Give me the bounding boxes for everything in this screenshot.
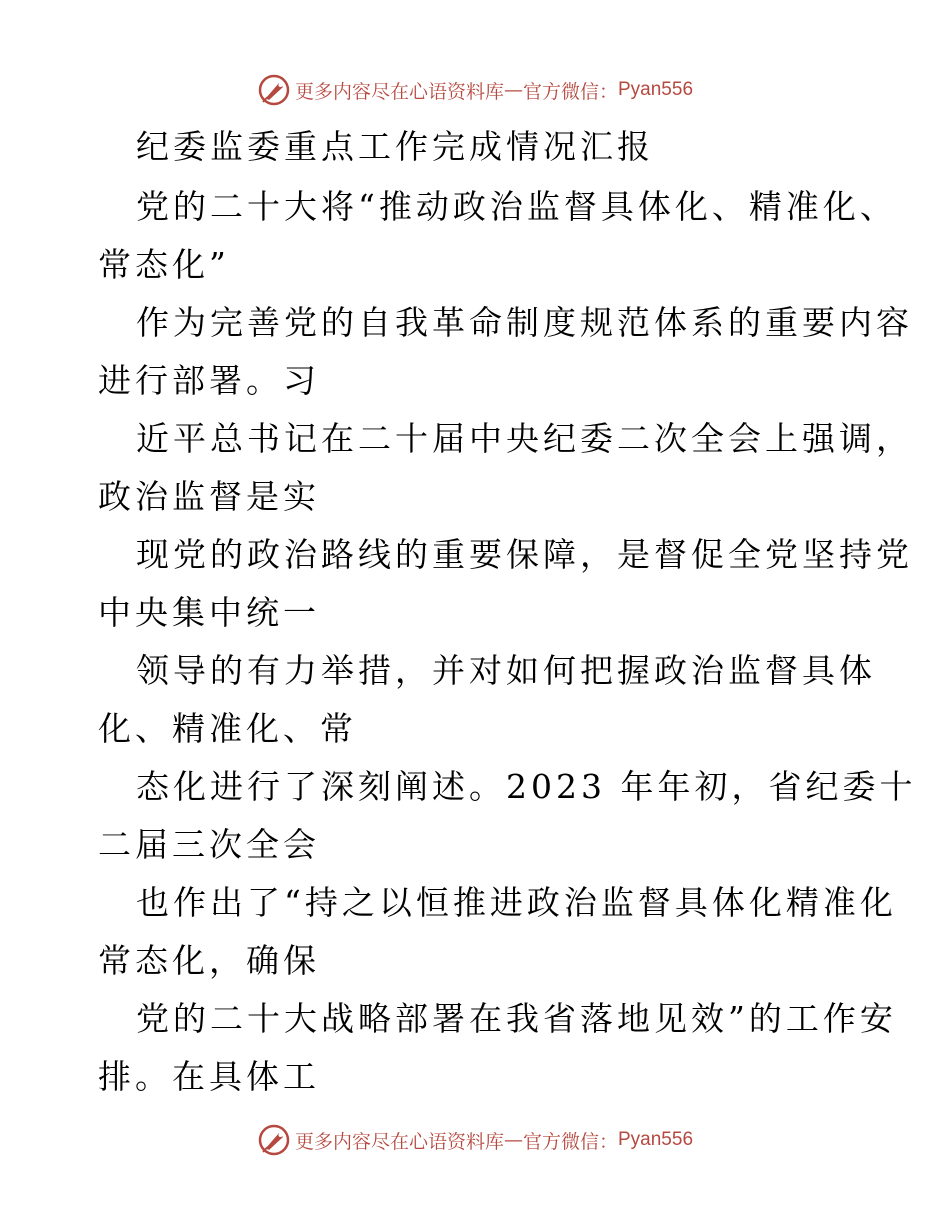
pen-nib-icon (257, 73, 291, 107)
banner-separator: — (503, 79, 523, 101)
document-title: 纪委监委重点工作完成情况汇报 (136, 127, 654, 166)
text-line: 化、精准化、常 (98, 709, 357, 748)
footer-banner (0, 1120, 950, 1160)
banner-wechat-id: Pyan556 (618, 79, 694, 100)
text-line: 党的二十大将“推动政治监督具体化、精准化、 (136, 187, 897, 226)
text-line: 常态化” (98, 245, 230, 284)
text-line: 排。在具体工 (98, 1057, 320, 1096)
banner-main-text: 更多内容尽在心语资料库 (294, 1130, 504, 1153)
text-line: 二届三次全会 (98, 825, 320, 864)
banner-wechat-id: Pyan556 (618, 1129, 694, 1150)
pen-nib-icon (257, 1123, 291, 1157)
banner-sub-text: 官方微信： (522, 1130, 618, 1153)
text-line: 党的二十大战略部署在我省落地见效”的工作安 (136, 999, 897, 1038)
text-line: 政治监督是实 (98, 477, 320, 516)
text-line: 近平总书记在二十届中央纪委二次全会上强调， (136, 419, 913, 458)
banner-main-text: 更多内容尽在心语资料库 (294, 80, 504, 103)
text-line: 领导的有力举措，并对如何把握政治监督具体 (136, 651, 876, 690)
text-line: 进行部署。习 (98, 361, 320, 400)
text-line: 中央集中统一 (98, 593, 320, 632)
header-banner (0, 70, 950, 110)
banner-sub-text: 官方微信： (522, 80, 618, 103)
text-line: 常态化，确保 (98, 941, 320, 980)
text-line: 态化进行了深刻阐述。2023 年年初，省纪委十 (136, 767, 917, 806)
banner-separator: — (503, 1129, 523, 1151)
text-line: 作为完善党的自我革命制度规范体系的重要内容 (136, 303, 913, 342)
text-line: 也作出了“持之以恒推进政治监督具体化精准化 (136, 883, 897, 922)
text-line: 现党的政治路线的重要保障，是督促全党坚持党 (136, 535, 913, 574)
